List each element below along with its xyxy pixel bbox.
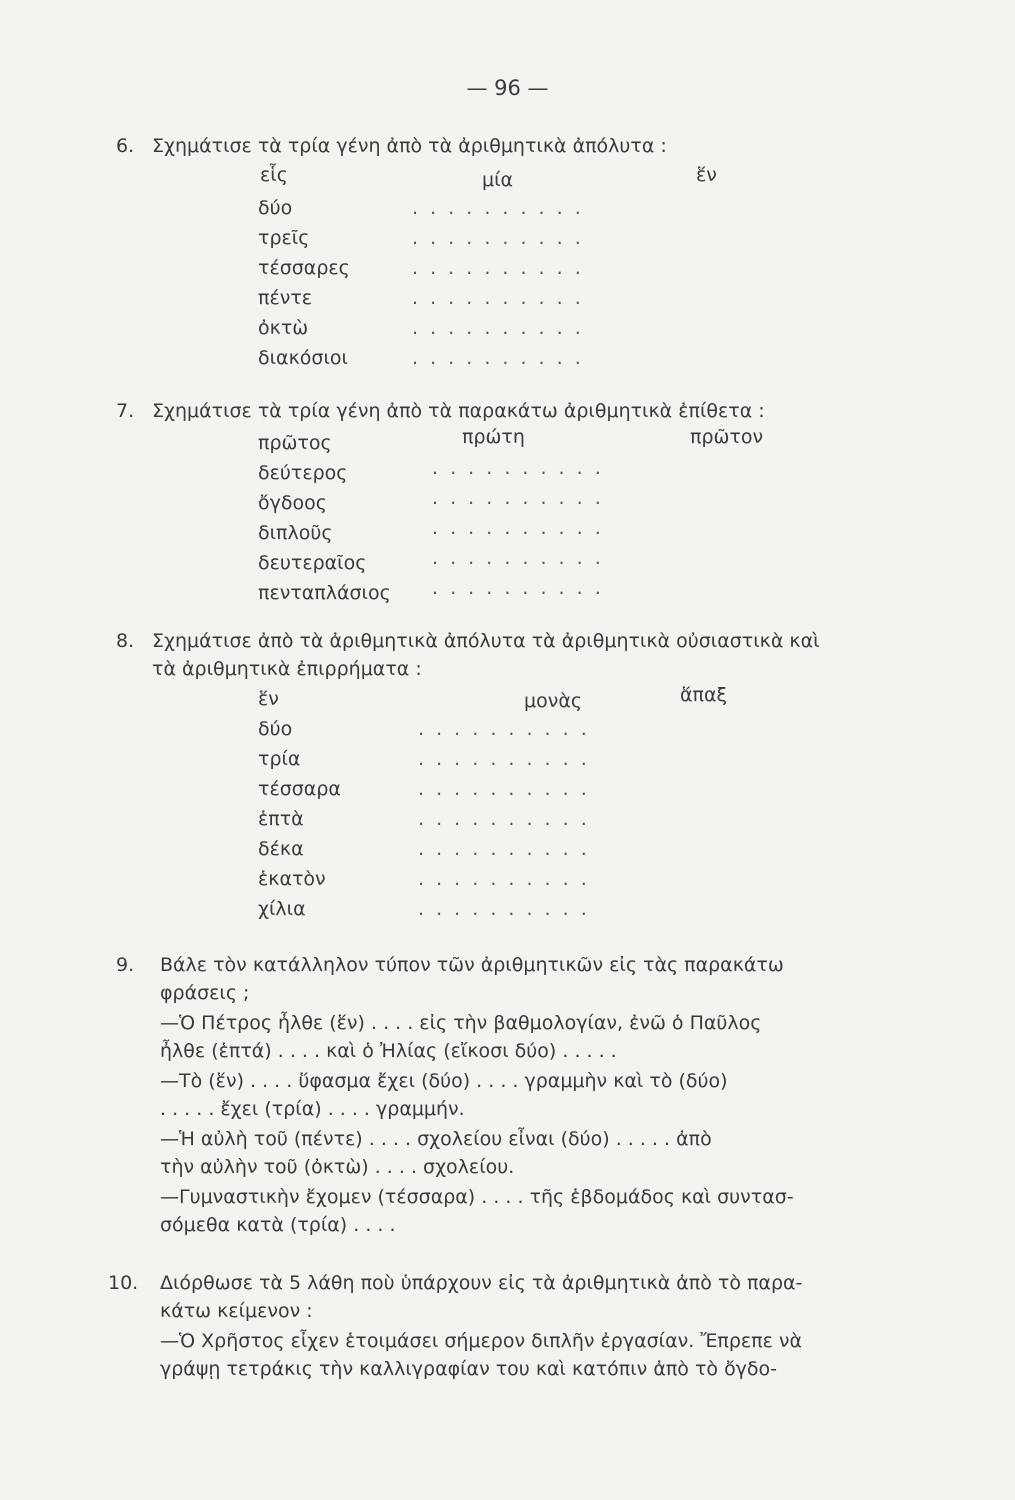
ex6-header-masc: εἷς	[260, 164, 288, 186]
ex8-header-1: ἕν	[258, 688, 279, 710]
ex8-header-3: ἅπαξ	[680, 684, 728, 706]
ex10-line: κάτω κείμενον :	[160, 1300, 313, 1322]
ex9-line: —Ὁ Πέτρος ἦλθε (ἕν) . . . . εἰς τὴν βαθμολογίαν, ἐνῶ ὁ Παῦλος	[160, 1012, 762, 1034]
ex7-number: 7.	[116, 400, 135, 422]
ex6-dots: . . . . . . . . . .	[412, 227, 584, 249]
ex8-title-line1: Σχημάτισε ἀπὸ τὰ ἀριθμητικὰ ἀπόλυτα τὰ ἀριθμητικὰ οὐσιαστικὰ καὶ	[152, 630, 820, 652]
ex7-dots: . . . . . . . . . .	[432, 547, 604, 569]
ex7-header-masc: πρῶτος	[258, 432, 332, 454]
ex7-dots: . . . . . . . . . .	[432, 577, 604, 599]
ex8-dots: . . . . . . . . . .	[418, 838, 590, 860]
page-number: — 96 —	[466, 76, 549, 100]
ex6-dots: . . . . . . . . . .	[412, 257, 584, 279]
ex6-number: 6.	[116, 135, 135, 157]
ex8-title-line2: τὰ ἀριθμητικὰ ἐπιρρήματα :	[152, 658, 422, 680]
ex7-row: δευτεραῖος	[258, 552, 367, 574]
ex6-title: Σχημάτισε τὰ τρία γένη ἀπὸ τὰ ἀριθμητικὰ ἀπόλυτα :	[152, 135, 667, 157]
ex8-row: ἑκατὸν	[258, 868, 326, 890]
ex8-dots: . . . . . . . . . .	[418, 898, 590, 920]
ex10-line: Διόρθωσε τὰ 5 λάθη ποὺ ὑπάρχουν εἰς τὰ ἀριθμητικὰ ἀπὸ τὸ παρα-	[160, 1272, 803, 1294]
ex6-row: ὀκτὼ	[258, 317, 309, 339]
ex6-row: δύο	[258, 197, 293, 219]
ex7-header-fem: πρώτη	[462, 426, 525, 448]
ex8-row: τρία	[258, 748, 301, 770]
ex6-header-neut: ἕν	[696, 164, 717, 186]
ex6-dots: . . . . . . . . . .	[412, 197, 584, 219]
ex6-row: διακόσιοι	[258, 347, 348, 369]
ex7-dots: . . . . . . . . . .	[432, 457, 604, 479]
ex7-dots: . . . . . . . . . .	[432, 487, 604, 509]
ex9-line: σόμεθα κατὰ (τρία) . . . .	[160, 1214, 396, 1236]
ex6-dots: . . . . . . . . . .	[412, 347, 584, 369]
ex8-row: δέκα	[258, 838, 304, 860]
ex9-line: Βάλε τὸν κατάλληλον τύπον τῶν ἀριθμητικῶν εἰς τὰς παρακάτω	[160, 954, 784, 976]
ex7-header-neut: πρῶτον	[690, 426, 764, 448]
ex9-line: φράσεις ;	[160, 982, 250, 1004]
ex8-row: τέσσαρα	[258, 778, 341, 800]
ex10-line: γράψῃ τετράκις τὴν καλλιγραφίαν του καὶ κατόπιν ἀπὸ τὸ ὄγδο-	[160, 1358, 778, 1380]
ex8-row: ἑπτὰ	[258, 808, 304, 830]
ex9-line: —Ἡ αὐλὴ τοῦ (πέντε) . . . . σχολείου εἶναι (δύο) . . . . . ἀπὸ	[160, 1128, 712, 1150]
ex9-line: ἦλθε (ἑπτά) . . . . καὶ ὁ Ἠλίας (εἴκοσι δύο) . . . . .	[160, 1040, 617, 1062]
ex8-number: 8.	[116, 630, 135, 652]
ex8-row: δύο	[258, 718, 293, 740]
ex7-dots: . . . . . . . . . .	[432, 517, 604, 539]
ex8-dots: . . . . . . . . . .	[418, 868, 590, 890]
ex8-row: χίλια	[258, 898, 306, 920]
ex9-line: . . . . . ἔχει (τρία) . . . . γραμμήν.	[160, 1098, 465, 1120]
ex7-row: διπλοῦς	[258, 522, 333, 544]
ex8-header-2: μονὰς	[524, 690, 583, 712]
ex8-dots: . . . . . . . . . .	[418, 718, 590, 740]
ex7-title: Σχημάτισε τὰ τρία γένη ἀπὸ τὰ παρακάτω ἀριθμητικὰ ἐπίθετα :	[152, 400, 765, 422]
ex7-row: πενταπλάσιος	[258, 582, 391, 604]
ex10-number: 10.	[108, 1272, 139, 1294]
ex9-line: τὴν αὐλὴν τοῦ (ὀκτὼ) . . . . σχολείου.	[160, 1156, 515, 1178]
ex8-dots: . . . . . . . . . .	[418, 748, 590, 770]
ex9-line: —Τὸ (ἕν) . . . . ὕφασμα ἔχει (δύο) . . . . γραμμὴν καὶ τὸ (δύο)	[160, 1070, 728, 1092]
ex6-dots: . . . . . . . . . .	[412, 287, 584, 309]
ex9-number: 9.	[116, 954, 135, 976]
ex6-row: τέσσαρες	[258, 257, 350, 279]
ex6-dots: . . . . . . . . . .	[412, 317, 584, 339]
ex10-line: —Ὁ Χρῆστος εἶχεν ἑτοιμάσει σήμερον διπλῆν ἐργασίαν. Ἔπρεπε νὰ	[160, 1330, 803, 1352]
ex9-line: —Γυμναστικὴν ἔχομεν (τέσσαρα) . . . . τῆς ἑβδομάδος καὶ συντασ-	[160, 1186, 794, 1208]
ex8-dots: . . . . . . . . . .	[418, 778, 590, 800]
ex7-row: δεύτερος	[258, 462, 348, 484]
ex6-row: τρεῖς	[258, 227, 310, 249]
ex7-row: ὄγδοος	[258, 492, 327, 514]
ex6-header-fem: μία	[482, 169, 514, 191]
ex6-row: πέντε	[258, 287, 313, 309]
ex8-dots: . . . . . . . . . .	[418, 808, 590, 830]
